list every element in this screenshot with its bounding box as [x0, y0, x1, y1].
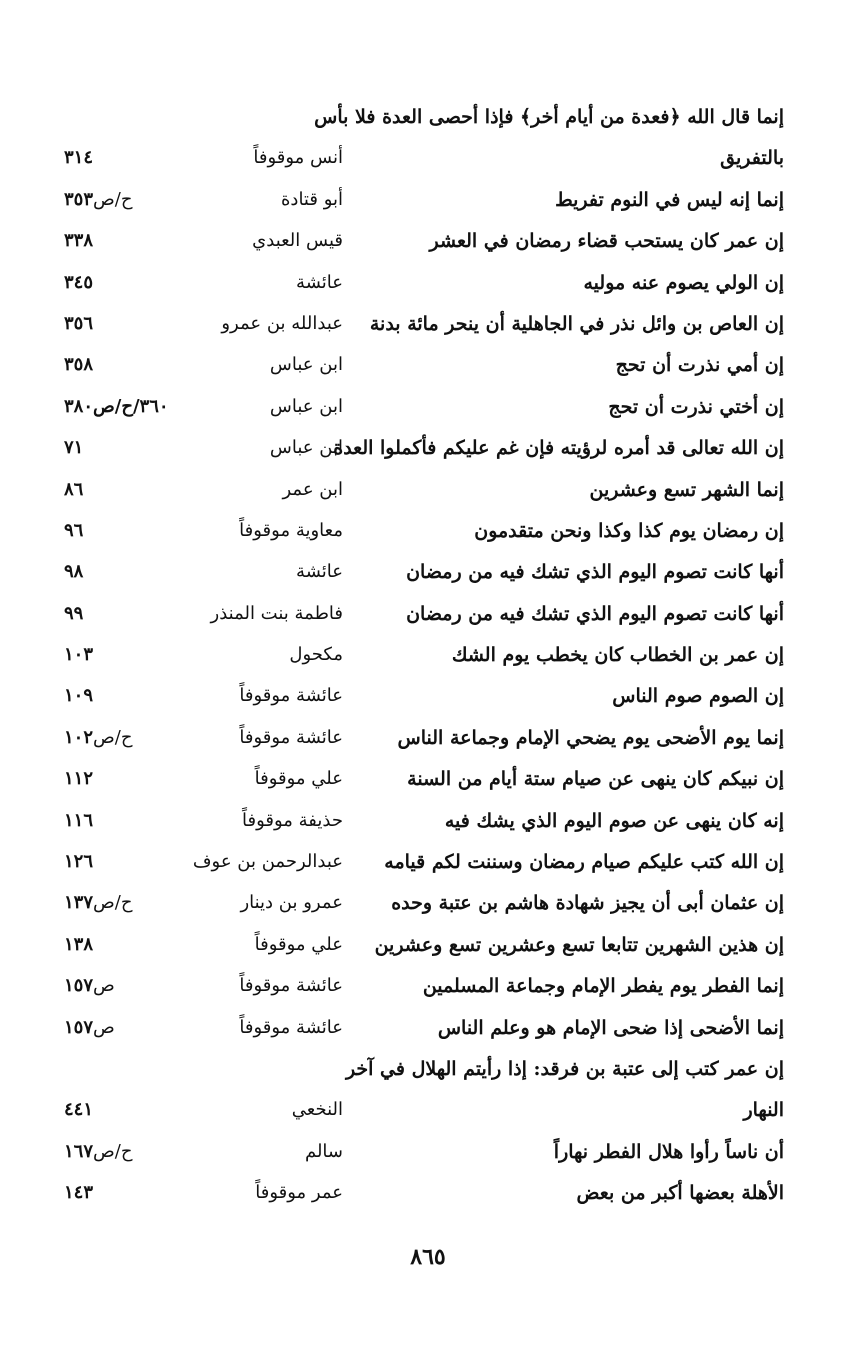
- hadith-text: إن الله تعالى قد أمره لرؤيته فإن غم عليكم فأكملوا العدة: [333, 437, 784, 460]
- index-row: [0, 721, 856, 762]
- narrator: معاوية موقوفاً: [239, 519, 343, 541]
- page-reference: [64, 768, 184, 789]
- index-row: [0, 555, 856, 596]
- page-reference: [64, 520, 184, 541]
- index-row: [0, 969, 856, 1010]
- page-reference: [64, 603, 184, 624]
- hadith-text: إن عثمان أبى أن يجيز شهادة هاشم بن عتبة وحده: [391, 892, 784, 915]
- reference-prefix: ص: [93, 1016, 115, 1038]
- reference-prefix: ص: [93, 975, 115, 997]
- index-row: [0, 928, 856, 969]
- page-number: ٨٦٥: [410, 1244, 446, 1270]
- index-row: [0, 431, 856, 472]
- narrator: سالم: [304, 1140, 343, 1162]
- narrator: عبدالرحمن بن عوف: [192, 851, 343, 873]
- reference-number: ١٠٩: [64, 685, 94, 707]
- narrator: عائشة موقوفاً: [239, 726, 343, 748]
- narrator: ابن عمر: [282, 478, 343, 500]
- page-reference: [64, 934, 184, 955]
- reference-number: ٤٤١: [64, 1099, 94, 1121]
- hadith-text: إنما إنه ليس في النوم تفريط: [555, 188, 784, 211]
- hadith-text: إن عمر كتب إلى عتبة بن فرقد: إذا رأيتم الهلال في آخر: [345, 1057, 784, 1080]
- index-row: [0, 1011, 856, 1052]
- index-row: [0, 141, 856, 182]
- narrator: ابن عباس: [269, 395, 343, 417]
- index-row: [0, 638, 856, 679]
- reference-prefix: ح/ص: [93, 1140, 133, 1162]
- narrator: أبو قتادة: [281, 188, 343, 210]
- index-row: [0, 804, 856, 845]
- hadith-text: إنه كان ينهى عن صوم اليوم الذي يشك فيه: [444, 809, 784, 832]
- reference-prefix: ح/ص: [93, 726, 133, 748]
- reference-number: ٣٥٨: [64, 354, 94, 376]
- hadith-index-list: [0, 100, 856, 1218]
- reference-prefix: ح/ص: [93, 188, 133, 210]
- reference-number: ٣٦٠/ح/ص٣٨٠: [64, 395, 169, 417]
- index-row: [0, 597, 856, 638]
- reference-number: ٩٩: [64, 602, 84, 624]
- hadith-text: إن هذين الشهرين تتابعا تسع وعشرين تسع وعشرين: [374, 933, 784, 956]
- hadith-text: إن عمر كان يستحب قضاء رمضان في العشر: [429, 230, 784, 253]
- hadith-text: إن العاص بن وائل نذر في الجاهلية أن ينحر مائة بدنة: [369, 312, 784, 335]
- narrator: عائشة: [296, 561, 343, 583]
- reference-number: ١١٦: [64, 809, 94, 831]
- page-reference: [64, 810, 184, 831]
- hadith-text: إن الله كتب عليكم صيام رمضان وسننت لكم قيامه: [384, 851, 784, 874]
- index-row: [0, 100, 856, 141]
- reference-number: ٣١٤: [64, 147, 94, 169]
- index-row: [0, 845, 856, 886]
- reference-number: ١٢٦: [64, 851, 94, 873]
- narrator: عمر موقوفاً: [255, 1182, 343, 1204]
- page-reference: [64, 354, 184, 375]
- reference-number: ١٤٣: [64, 1182, 94, 1204]
- page-reference: [64, 313, 184, 334]
- reference-number: ٨٦: [64, 478, 84, 500]
- reference-number: ١٣٨: [64, 933, 94, 955]
- index-row: [0, 183, 856, 224]
- reference-number: ٣٣٨: [64, 230, 94, 252]
- narrator: عائشة موقوفاً: [239, 975, 343, 997]
- narrator: علي موقوفاً: [254, 768, 343, 790]
- hadith-text: إن الصوم صوم الناس: [612, 685, 784, 708]
- hadith-text: إنما يوم الأضحى يوم يضحي الإمام وجماعة الناس: [397, 726, 784, 749]
- narrator: أنس موقوفاً: [253, 147, 343, 169]
- page-reference: [64, 727, 184, 748]
- reference-number: ١٠٢: [64, 726, 94, 748]
- narrator: فاطمة بنت المنذر: [210, 602, 343, 624]
- index-row: [0, 266, 856, 307]
- narrator: حذيفة موقوفاً: [242, 809, 343, 831]
- page-reference: [64, 437, 184, 458]
- page-reference: [64, 396, 184, 417]
- page-reference: [64, 147, 184, 168]
- narrator: ابن عباس: [269, 437, 343, 459]
- reference-number: ١٠٣: [64, 644, 94, 666]
- hadith-text: أن ناساً رأوا هلال الفطر نهاراً: [553, 1140, 784, 1163]
- hadith-text: إن أمي نذرت أن تحج: [615, 354, 784, 377]
- hadith-text: إن نبيكم كان ينهى عن صيام ستة أيام من السنة: [407, 768, 784, 791]
- narrator: مكحول: [289, 644, 343, 666]
- index-row: [0, 390, 856, 431]
- hadith-text: الأهلة بعضها أكبر من بعض: [576, 1182, 784, 1205]
- reference-number: ٣٥٦: [64, 312, 94, 334]
- index-row: [0, 307, 856, 348]
- index-row: [0, 1052, 856, 1093]
- narrator: علي موقوفاً: [254, 933, 343, 955]
- narrator: عائشة موقوفاً: [239, 1016, 343, 1038]
- narrator: عائشة موقوفاً: [239, 685, 343, 707]
- reference-number: ٣٤٥: [64, 271, 94, 293]
- index-row: [0, 348, 856, 389]
- page-reference: [64, 685, 184, 706]
- page-reference: [64, 1017, 184, 1038]
- hadith-text: إن رمضان يوم كذا وكذا ونحن متقدمون: [474, 519, 784, 542]
- page-reference: [64, 272, 184, 293]
- narrator: النخعي: [291, 1099, 343, 1121]
- page-reference: [64, 230, 184, 251]
- hadith-text: أنها كانت تصوم اليوم الذي تشك فيه من رمضان: [406, 602, 784, 625]
- reference-number: ٣٥٣: [64, 188, 94, 210]
- hadith-text: إن الولي يصوم عنه موليه: [583, 271, 784, 294]
- index-row: [0, 473, 856, 514]
- index-row: [0, 1176, 856, 1217]
- index-row: [0, 224, 856, 265]
- index-row: [0, 1135, 856, 1176]
- reference-number: ١٥٧: [64, 975, 94, 997]
- narrator: قيس العبدي: [252, 230, 343, 252]
- hadith-text: إن أختي نذرت أن تحج: [608, 395, 784, 418]
- index-row: [0, 1093, 856, 1134]
- hadith-text: إنما الأضحى إذا ضحى الإمام هو وعلم الناس: [437, 1016, 784, 1039]
- page-reference: [64, 975, 184, 996]
- reference-prefix: ح/ص: [93, 892, 133, 914]
- page-reference: [64, 189, 184, 210]
- page-reference: [64, 851, 184, 872]
- reference-number: ١١٢: [64, 768, 94, 790]
- index-row: [0, 886, 856, 927]
- page-reference: [64, 561, 184, 582]
- reference-number: ١٥٧: [64, 1016, 94, 1038]
- page-reference: [64, 479, 184, 500]
- index-row: [0, 762, 856, 803]
- index-row: [0, 679, 856, 720]
- reference-number: ١٣٧: [64, 892, 94, 914]
- narrator: ابن عباس: [269, 354, 343, 376]
- reference-number: ٩٦: [64, 519, 84, 541]
- hadith-text: أنها كانت تصوم اليوم الذي تشك فيه من رمضان: [406, 561, 784, 584]
- narrator: عبدالله بن عمرو: [221, 312, 343, 334]
- hadith-text: إنما الفطر يوم يفطر الإمام وجماعة المسلمين: [422, 975, 784, 998]
- reference-number: ٧١: [64, 437, 84, 459]
- hadith-text: إن عمر بن الخطاب كان يخطب يوم الشك: [451, 644, 784, 667]
- page-reference: [64, 1099, 184, 1120]
- index-row: [0, 514, 856, 555]
- reference-number: ٩٨: [64, 561, 84, 583]
- page-reference: [64, 644, 184, 665]
- page-reference: [64, 892, 184, 913]
- hadith-text: النهار: [743, 1099, 784, 1122]
- page-reference: [64, 1182, 184, 1203]
- narrator: عائشة: [296, 271, 343, 293]
- hadith-text: إنما الشهر تسع وعشرين: [589, 478, 784, 501]
- page-reference: [64, 1141, 184, 1162]
- hadith-text: إنما قال الله ﴿فعدة من أيام أخر﴾ فإذا أحصى العدة فلا بأس: [314, 106, 784, 128]
- hadith-text: بالتفريق: [720, 147, 784, 170]
- reference-number: ١٦٧: [64, 1140, 94, 1162]
- narrator: عمرو بن دينار: [240, 892, 343, 914]
